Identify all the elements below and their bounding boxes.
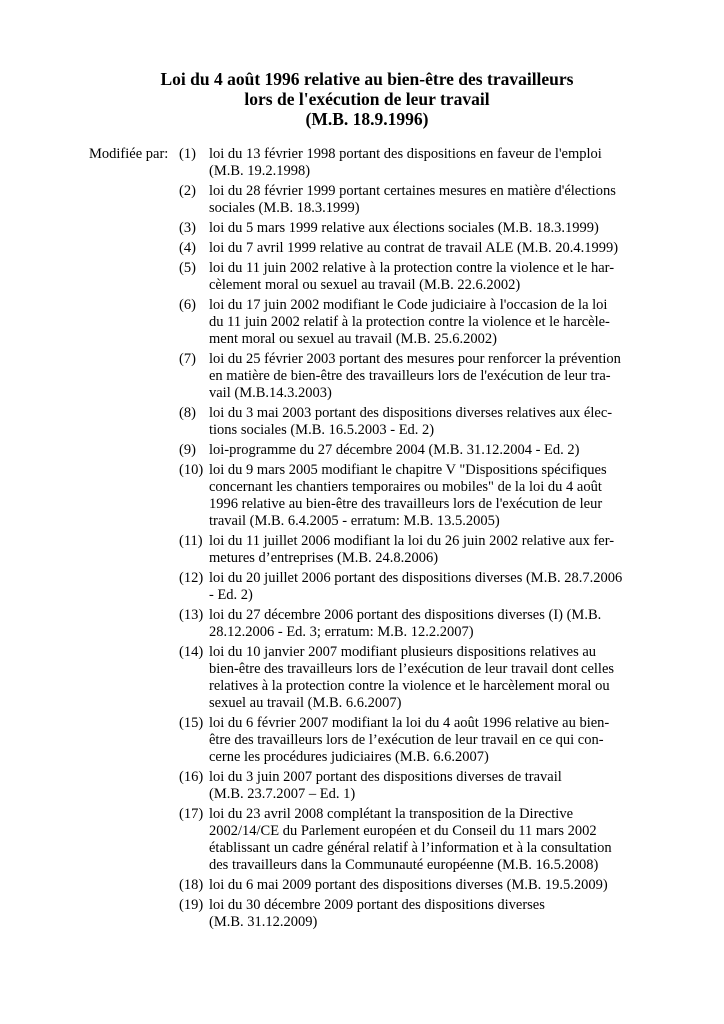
amendment-text-line: loi du 13 février 1998 portant des dispositions en faveur de l'emploi [209,146,602,162]
amendment-text-line: vail (M.B.14.3.2003) [209,385,332,401]
amendment-number [170,877,209,894]
amendment-text-line: loi du 6 février 2007 modifiant la loi du 4 août 1996 relative au bien- [209,715,610,731]
amendment-text-line: loi du 11 juillet 2006 modifiant la loi du 26 juin 2002 relative aux fer- [209,533,615,549]
amendment-item [170,351,630,402]
amendment-text-line: cerne les procédures judiciaires (M.B. 6.6.2007) [209,749,489,765]
amendment-text-line: cèlement moral ou sexuel au travail (M.B. 22.6.2002) [209,277,521,293]
amendment-item [170,442,630,459]
amendment-text [209,442,626,459]
amendment-text-line: 2002/14/CE du Parlement européen et du Conseil du 11 mars 2002 [209,823,597,839]
amendment-number [170,240,209,257]
amendment-number [170,183,209,217]
amendment-text-line: établissant un cadre général relatif à l’information et à la consultation [209,840,612,856]
amendment-text-line: loi du 6 mai 2009 portant des dispositions diverses (M.B. 19.5.2009) [209,877,608,893]
amendment-text [209,644,626,712]
amendment-number-text: (18) [179,877,204,893]
amendment-number [170,220,209,237]
amendment-text [209,260,626,294]
amendment-number-text: (2) [179,183,196,199]
amendment-number [170,260,209,294]
amendment-text-line: loi du 17 juin 2002 modifiant le Code judiciaire à l'occasion de la loi [209,297,608,313]
amendment-text [209,607,626,641]
amendment-text-line: tions sociales (M.B. 16.5.2003 - Ed. 2) [209,422,435,438]
amendment-item [170,146,630,180]
amendment-number-text: (1) [179,146,196,162]
amendment-number-text: (14) [179,644,204,660]
amendment-number-text: (3) [179,220,196,236]
amendment-number [170,533,209,567]
amendment-text [209,405,626,439]
amendment-item [170,570,630,604]
amendment-item [170,533,630,567]
title-line: lors de l'exécution de leur travail [244,89,490,109]
amendment-number-text: (4) [179,240,196,256]
amendment-number-text: (10) [179,462,204,478]
amendment-text [209,183,626,217]
amendment-text-line: travail (M.B. 6.4.2005 - erratum: M.B. 13.5.2005) [209,513,500,529]
amendment-item [170,462,630,530]
amendment-text-line: sexuel au travail (M.B. 6.6.2007) [209,695,402,711]
amendment-text [209,533,626,567]
amendment-item [170,644,630,712]
amendment-number [170,351,209,402]
amendment-text-line: - Ed. 2) [209,587,253,603]
amendment-item [170,297,630,348]
amendment-text-line: loi du 10 janvier 2007 modifiant plusieurs dispositions relatives au [209,644,597,660]
amendment-text-line: loi-programme du 27 décembre 2004 (M.B. 31.12.2004 - Ed. 2) [209,442,580,458]
amendment-number [170,897,209,931]
amendment-text-line: 28.12.2006 - Ed. 3; erratum: M.B. 12.2.2007) [209,624,474,640]
amendment-text-line: en matière de bien-être des travailleurs lors de l'exécution de leur tra- [209,368,611,384]
amendment-text [209,351,626,402]
amendment-item [170,715,630,766]
amendment-number-text: (5) [179,260,196,276]
amendment-item [170,607,630,641]
amendment-text [209,877,626,894]
amendment-item [170,183,630,217]
amendment-text [209,297,626,348]
amendment-item [170,405,630,439]
amendment-number [170,405,209,439]
amendment-text-line: loi du 27 décembre 2006 portant des dispositions diverses (I) (M.B. [209,607,602,623]
modified-by-label: Modifiée par: [89,146,169,162]
amendment-text-line: loi du 3 juin 2007 portant des dispositions diverses de travail [209,769,562,785]
document-title [0,69,724,129]
amendment-item [170,260,630,294]
amendment-number [170,607,209,641]
amendment-text-line: sociales (M.B. 18.3.1999) [209,200,360,216]
amendment-item [170,769,630,803]
amendment-number [170,769,209,803]
amendment-number-text: (11) [179,533,203,549]
amendment-text-line: loi du 30 décembre 2009 portant des dispositions diverses [209,897,545,913]
amendment-text-line: bien-être des travailleurs lors de l’exécution de leur travail dont celles [209,661,615,677]
amendment-number-text: (12) [179,570,204,586]
amendments-list [170,146,630,934]
amendment-text-line: loi du 28 février 1999 portant certaines mesures en matière d'élections [209,183,616,199]
amendment-text-line: du 11 juin 2002 relatif à la protection contre la violence et le harcèle- [209,314,610,330]
amendment-item [170,897,630,931]
amendment-text-line: loi du 23 avril 2008 complétant la transposition de la Directive [209,806,574,822]
amendment-text-line: relatives à la protection contre la violence et le harcèlement moral ou [209,678,610,694]
amendment-number [170,715,209,766]
amendment-text-line: loi du 7 avril 1999 relative au contrat de travail ALE (M.B. 20.4.1999) [209,240,619,256]
amendment-text [209,897,626,931]
amendment-item [170,220,630,237]
amendment-text-line: des travailleurs dans la Communauté européenne (M.B. 16.5.2008) [209,857,599,873]
amendment-number-text: (8) [179,405,196,421]
amendment-number-text: (6) [179,297,196,313]
amendment-text [209,806,626,874]
amendment-number-text: (15) [179,715,204,731]
amendment-text-line: (M.B. 19.2.1998) [209,163,311,179]
amendment-text-line: loi du 9 mars 2005 modifiant le chapitre V "Dispositions spécifiques [209,462,607,478]
amendment-text-line: ment moral ou sexuel au travail (M.B. 25.6.2002) [209,331,497,347]
amendment-number [170,644,209,712]
amendment-text [209,715,626,766]
amendment-text-line: loi du 20 juillet 2006 portant des dispositions diverses (M.B. 28.7.2006 [209,570,623,586]
amendment-text-line: (M.B. 31.12.2009) [209,914,318,930]
amendment-number [170,297,209,348]
amendment-text-line: loi du 25 février 2003 portant des mesures pour renforcer la prévention [209,351,621,367]
amendment-text-line: loi du 11 juin 2002 relative à la protection contre la violence et le har- [209,260,615,276]
amendment-number [170,806,209,874]
amendment-text-line: 1996 relative au bien-être des travailleurs lors de l'exécution de leur [209,496,603,512]
amendment-number-text: (7) [179,351,196,367]
amendment-number-text: (17) [179,806,204,822]
amendment-text [209,220,626,237]
amendment-text-line: metures d’entreprises (M.B. 24.8.2006) [209,550,439,566]
amendment-number-text: (9) [179,442,196,458]
amendment-item [170,877,630,894]
amendment-text [209,462,626,530]
amendment-number-text: (13) [179,607,204,623]
amendment-number [170,570,209,604]
title-line: (M.B. 18.9.1996) [305,109,429,129]
amendment-text-line: loi du 3 mai 2003 portant des dispositions diverses relatives aux élec- [209,405,613,421]
amendment-text-line: concernant les chantiers temporaires ou mobiles" de la loi du 4 août [209,479,602,495]
amendment-item [170,240,630,257]
amendment-text [209,146,626,180]
amendment-number [170,462,209,530]
title-line: Loi du 4 août 1996 relative au bien-être des travailleurs [160,69,574,89]
amendment-item [170,806,630,874]
amendment-text [209,240,626,257]
amendment-number-text: (19) [179,897,204,913]
amendment-number-text: (16) [179,769,204,785]
amendment-text-line: (M.B. 23.7.2007 – Ed. 1) [209,786,356,802]
amendment-number [170,146,209,180]
amendment-text [209,570,626,604]
amendment-text [209,769,626,803]
amendment-text-line: être des travailleurs lors de l’exécution de leur travail en ce qui con- [209,732,604,748]
amendment-text-line: loi du 5 mars 1999 relative aux élections sociales (M.B. 18.3.1999) [209,220,599,236]
amendment-number [170,442,209,459]
